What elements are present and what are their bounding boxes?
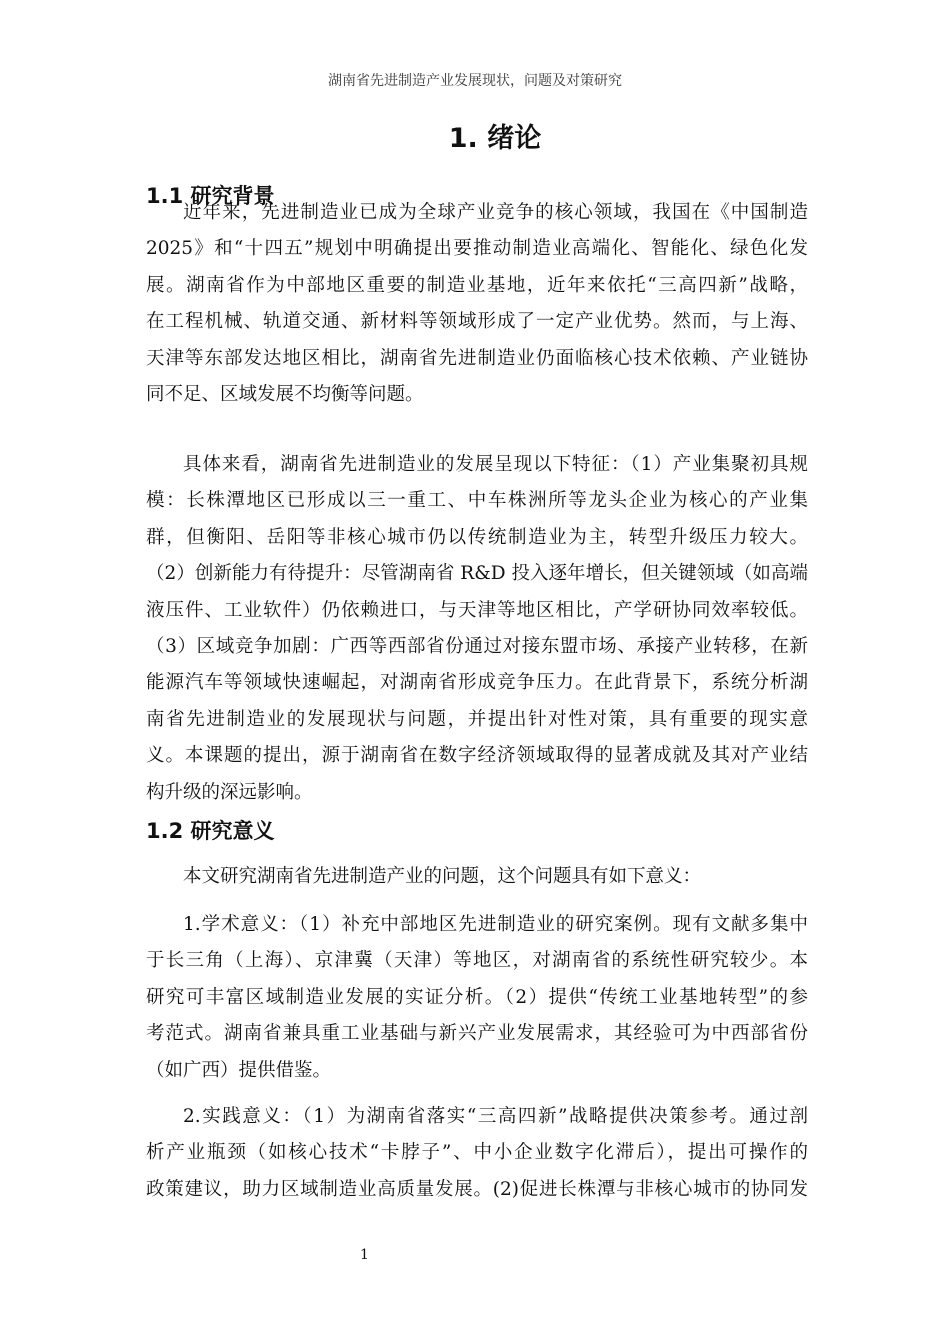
text-line: 群，但衡阳、岳阳等非核心城市仍以传统制造业为主，转型升级压力较大。 <box>146 526 808 548</box>
text-line: （2）创新能力有待提升：尽管湖南省 R&D 投入逐年增长，但关键领域（如高端 <box>146 563 808 585</box>
text-line: 液压件、工业软件）仍依赖进口，与天津等地区相比，产学研协同效率较低。 <box>146 599 808 621</box>
text-line: 考范式。湖南省兼具重工业基础与新兴产业发展需求，其经验可为中西部省份 <box>146 1023 808 1045</box>
text-line: 1.学术意义：（1）补充中部地区先进制造业的研究案例。现有文献多集中 <box>183 914 808 935</box>
text-line: 构升级的深远影响。 <box>146 781 313 803</box>
text-line: 2025》和“十四五”规划中明确提出要推动制造业高端化、智能化、绿色化发 <box>146 238 808 260</box>
page-number: 1 <box>360 1247 369 1263</box>
text-line: 天津等东部发达地区相比，湖南省先进制造业仍面临核心技术依赖、产业链协 <box>146 347 808 369</box>
text-line: 能源汽车等领域快速崛起，对湖南省形成竞争压力。在此背景下，系统分析湖 <box>146 672 808 694</box>
paragraph <box>146 447 808 811</box>
section-heading-significance: 1.2 研究意义 <box>146 819 275 843</box>
text-line: （如广西）提供借鉴。 <box>146 1059 332 1081</box>
paragraph <box>146 907 808 1089</box>
text-line: 义。本课题的提出，源于湖南省在数字经济领域取得的显著成就及其对产业结 <box>146 745 808 767</box>
paragraph <box>146 195 808 413</box>
text-line: 具体来看，湖南省先进制造业的发展呈现以下特征：（1）产业集聚初具规 <box>183 454 808 475</box>
text-line: 近年来，先进制造业已成为全球产业竞争的核心领域，我国在《中国制造 <box>183 202 808 223</box>
text-line: 研究可丰富区域制造业发展的实证分析。（2）提供“传统工业基地转型”的参 <box>146 986 808 1008</box>
text-line: 2.实践意义：（1）为湖南省落实“三高四新”战略提供决策参考。通过剖 <box>183 1106 808 1127</box>
running-header: 湖南省先进制造产业发展现状，问题及对策研究 <box>328 73 622 89</box>
text-line: 模：长株潭地区已形成以三一重工、中车株洲所等龙头企业为核心的产业集 <box>146 490 808 512</box>
text-line: 在工程机械、轨道交通、新材料等领域形成了一定产业优势。然而，与上海、 <box>146 311 808 333</box>
text-line: 析产业瓶颈（如核心技术“卡脖子”、中小企业数字化滞后），提出可操作的 <box>146 1142 808 1164</box>
chapter-title: 1. 绪论 <box>448 123 542 154</box>
text-line: 南省先进制造业的发展现状与问题，并提出针对性对策，具有重要的现实意 <box>146 708 808 730</box>
text-line: 同不足、区域发展不均衡等问题。 <box>146 383 424 405</box>
text-line: 政策建议，助力区域制造业高质量发展。(2)促进长株潭与非核心城市的协同发 <box>146 1178 808 1200</box>
text-line: （3）区域竞争加剧：广西等西部省份通过对接东盟市场、承接产业转移，在新 <box>146 635 808 657</box>
paragraph <box>146 859 808 895</box>
section-heading-background: 1.1 研究背景 <box>146 184 275 208</box>
text-line: 本文研究湖南省先进制造产业的问题，这个问题具有如下意义： <box>183 866 702 887</box>
text-line: 展。湖南省作为中部地区重要的制造业基地，近年来依托“三高四新”战略， <box>146 274 808 296</box>
paragraph <box>146 1099 808 1208</box>
text-line: 于长三角（上海）、京津冀（天津）等地区，对湖南省的系统性研究较少。本 <box>146 950 808 972</box>
